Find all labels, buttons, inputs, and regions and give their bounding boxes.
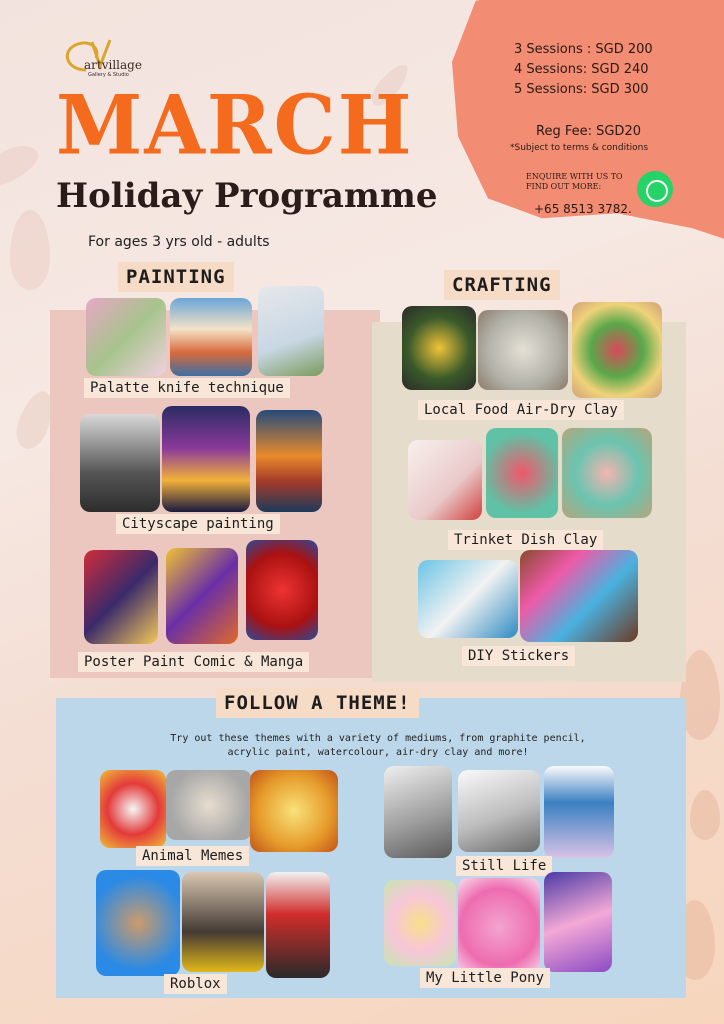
trinket-card-photo	[408, 440, 482, 520]
trinket-strawberry-photo	[486, 428, 558, 518]
theme-description: Try out these themes with a variety of mediums, from graphite pencil, acrylic paint, watercolour, air-dry clay and more!	[170, 733, 586, 758]
phone-number[interactable]: +65 8513 3782.	[534, 202, 632, 216]
decor-leaf	[690, 790, 720, 840]
pony-pinkie-photo	[458, 878, 540, 976]
painting-item-2: Cityscape painting	[116, 514, 280, 534]
crafting-header: CRAFTING	[444, 270, 560, 300]
enquire-text: ENQUIRE WITH US TO FIND OUT MORE:	[526, 172, 623, 191]
decor-leaf	[10, 210, 50, 290]
roblox-face-photo	[96, 870, 180, 976]
whatsapp-icon[interactable]	[637, 171, 673, 207]
theme-item-animal-memes: Animal Memes	[136, 846, 249, 866]
crafting-item-3: DIY Stickers	[462, 646, 575, 666]
reg-fee: Reg Fee: SGD20	[536, 124, 641, 139]
decor-leaf	[680, 650, 720, 740]
still-life-sketch-2-photo	[458, 770, 540, 852]
pony-fluttershy-photo	[384, 880, 456, 966]
theme-header: FOLLOW A THEME!	[216, 688, 419, 718]
pony-cadance-photo	[544, 872, 612, 972]
price-line-2: 4 Sessions: SGD 240	[514, 62, 649, 77]
spiderman-photo	[246, 540, 318, 640]
cityscape-sunset-photo	[256, 410, 322, 512]
painting-header: PAINTING	[118, 262, 234, 292]
roblox-figure-photo	[182, 872, 264, 972]
theme-item-my-little-pony: My Little Pony	[420, 968, 550, 988]
meme-cat-photo	[250, 770, 338, 852]
theme-item-still-life: Still Life	[456, 856, 552, 876]
roblox-red-photo	[266, 872, 330, 978]
price-line-3: 5 Sessions: SGD 300	[514, 82, 649, 97]
meme-hamster-photo	[166, 770, 252, 840]
month-title: MARCH	[56, 77, 414, 174]
theme-item-roblox: Roblox	[164, 974, 227, 994]
sticker-reach-photo	[418, 560, 518, 638]
price-line-1: 3 Sessions : SGD 200	[514, 42, 653, 57]
crafting-item-1: Local Food Air-Dry Clay	[418, 400, 624, 420]
meme-clown-photo	[100, 770, 166, 848]
logo-subtitle: Gallery & Studio	[88, 72, 129, 78]
still-life-brushes-photo	[544, 766, 614, 858]
still-life-sketch-1-photo	[384, 766, 452, 858]
painting-heron-photo	[258, 286, 324, 376]
food-clay-tray-photo	[572, 302, 662, 398]
painting-flowers-photo	[86, 298, 166, 376]
manga-character-photo	[166, 548, 238, 644]
crafting-item-2: Trinket Dish Clay	[448, 530, 603, 550]
food-clay-dish-photo	[478, 310, 568, 390]
age-range: For ages 3 yrs old - adults	[88, 234, 270, 250]
cityscape-grey-photo	[80, 414, 160, 512]
painting-item-3: Poster Paint Comic & Manga	[78, 652, 309, 672]
trinket-dishes-photo	[562, 428, 652, 518]
logo-wordmark: artvillage	[84, 58, 142, 72]
decor-leaf	[0, 137, 43, 193]
terms-note: *Subject to terms & conditions	[510, 143, 649, 153]
sticker-board-photo	[520, 550, 638, 642]
painting-coast-photo	[170, 298, 252, 376]
food-clay-plate-photo	[402, 306, 476, 390]
manga-gojo-photo	[84, 550, 158, 644]
painting-item-1: Palatte knife technique	[84, 378, 290, 398]
programme-title: Holiday Programme	[56, 176, 438, 216]
cityscape-night-photo	[162, 406, 250, 512]
